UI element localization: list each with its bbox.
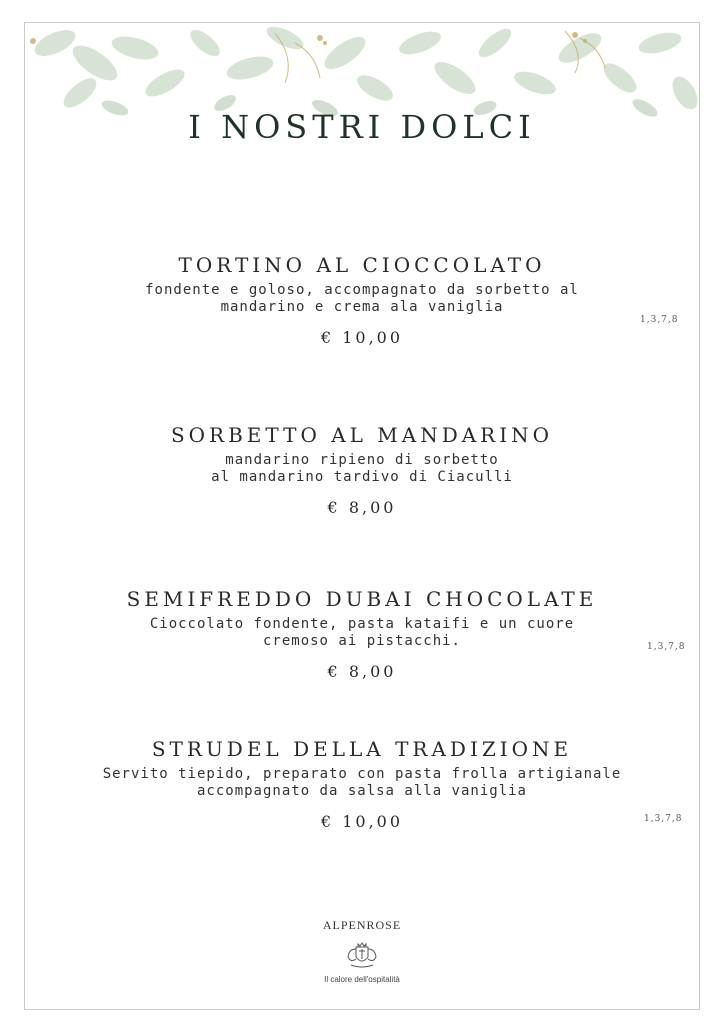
item-name: TORTINO AL CIOCCOLATO (178, 253, 546, 277)
item-allergens: 1,3,7,8 (644, 814, 683, 824)
item-price: € 8,00 (327, 498, 397, 517)
item-description: mandarino ripieno di sorbetto al mandarino tardivo di Ciaculli (211, 452, 513, 485)
menu-item (0, 736, 724, 832)
item-price: € 10,00 (320, 812, 404, 831)
page-title: I NOSTRI DOLCI (188, 108, 536, 146)
item-name: SORBETTO AL MANDARINO (170, 423, 554, 447)
item-name: SEMIFREDDO DUBAI CHOCOLATE (126, 587, 598, 611)
brand-tagline: Il calore dell'ospitalità (324, 975, 400, 984)
item-price: € 8,00 (327, 662, 397, 681)
brand-name: ALPENROSE (322, 918, 402, 932)
menu-item (0, 422, 724, 518)
item-description: fondente e goloso, accompagnato da sorbetto al mandarino e crema ala vaniglia (145, 282, 579, 315)
item-price: € 10,00 (320, 328, 404, 347)
brand-footer (0, 918, 724, 984)
item-name: STRUDEL DELLA TRADIZIONE (151, 737, 573, 761)
item-description: Cioccolato fondente, pasta kataifi e un cuore cremoso ai pistacchi. (149, 616, 575, 649)
crest-icon (345, 941, 379, 969)
item-allergens: 1,3,7,8 (640, 315, 679, 325)
menu-item (0, 252, 724, 348)
menu-item (0, 586, 724, 682)
item-description: Servito tiepido, preparato con pasta frolla artigianale accompagnato da salsa alla vaniglia (102, 766, 622, 799)
item-allergens: 1,3,7,8 (647, 642, 686, 652)
